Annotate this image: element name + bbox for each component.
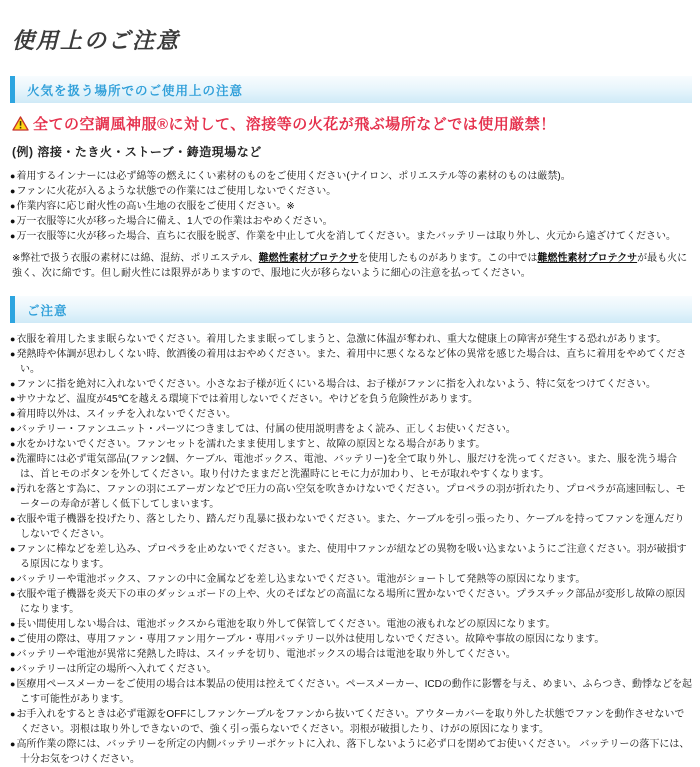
list-item: ● 高所作業の際には、バッテリーを所定の内側バッテリーポケットに入れ、落下しないように必ず口を閉めてお使いください。 バッテリーの落下には、十分お気をつけください。	[10, 737, 692, 767]
list-item: ● 着用時以外は、スイッチを入れないでください。	[10, 407, 692, 422]
section-header-fire	[10, 76, 692, 103]
list-item: ● 衣服や電子機器を投げたり、落としたり、踏んだり乱暴に扱わないでください。また、ケーブルを引っ張ったり、ケーブルを持ってファンを運んだりしないでください。	[10, 512, 692, 542]
list-item: ● 衣服や電子機器を炎天下の車のダッシュボードの上や、火のそばなどの高温になる場所に置かないでください。プラスチック部品が変形し故障の原因になります。	[10, 587, 692, 617]
fabric-material-footnote	[12, 251, 692, 281]
list-item: ● お手入れをするときは必ず電源をOFFにしファンケーブルをファンから抜いてください。アウターカバーを取り外した状態でファンを動作させないでください。羽根は取り外しできないので、強く引っ張らないでください。羽根が破損したり、けがの原因になります。	[10, 707, 692, 737]
section-header-general-label: ご注意	[27, 303, 68, 318]
list-item: ● バッテリーは所定の場所へ入れてください。	[10, 662, 692, 677]
fire-precaution-list	[10, 169, 692, 244]
fire-warning-examples: (例) 溶接・たき火・ストーブ・鋳造現場など	[12, 145, 262, 159]
page-title: 使用上のご注意	[12, 28, 181, 53]
footnote-text: ※弊社で扱う衣服の素材には綿、混紡、ポリエステル、	[12, 253, 259, 264]
list-item: ● バッテリーや電池が異常に発熱した時は、スイッチを切り、電池ボックスの場合は電池を取り外してください。	[10, 647, 692, 662]
list-item: ● ファンに火花が入るような状態での作業にはご使用しないでください。	[10, 184, 692, 199]
list-item: ● 水をかけないでください。ファンセットを濡れたまま使用しますと、故障の原因となる場合があります。	[10, 437, 692, 452]
list-item: ● サウナなど、温度が45℃を越える環境下では着用しないでください。やけどを負う危険性があります。	[10, 392, 692, 407]
list-item: ● 医療用ペースメーカーをご使用の場合は本製品の使用は控えてください。ペースメーカー、ICDの動作に影響を与え、めまい、ふらつき、動悸などを起こす可能性があります。	[10, 677, 692, 707]
general-caution-list	[10, 332, 692, 767]
list-item: ● ファンに指を絶対に入れないでください。小さなお子様が近くにいる場合は、お子様がファンに指を入れないよう、特に気をつけてください。	[10, 377, 692, 392]
fire-warning-banner	[12, 113, 692, 134]
footnote-emphasis-term: 難燃性素材プロテクサ	[537, 253, 638, 264]
list-item: ● 万一衣服等に火が移った場合に備え、1人での作業はおやめください。	[10, 214, 692, 229]
list-item: ● 長い間使用しない場合は、電池ボックスから電池を取り外して保管してください。電池の液もれなどの原因になります。	[10, 617, 692, 632]
list-item: ● 洗濯時には必ず電気部品(ファン2個、ケーブル、電池ボックス、電池、バッテリー)を全て取り外し、服だけを洗ってください。また、服を洗う場合は、首ヒモのボタンを外してください。取り付けたままだと洗濯時にヒモに力が加わり、ヒモが取れやすくなります。	[10, 452, 692, 482]
section-general-cautions	[10, 296, 692, 767]
list-item: ● ご使用の際は、専用ファン・専用ファン用ケーブル・専用バッテリー以外は使用しないでください。故障や事故の原因になります。	[10, 632, 692, 647]
list-item: ● 作業内容に応じ耐火性の高い生地の衣服をご使用ください。※	[10, 199, 692, 214]
list-item: ● 汚れを落とす為に、ファンの羽にエアーガンなどで圧力の高い空気を吹きかけないでください。プロペラの羽が折れたり、プロペラが高速回転し、モーターの寿命が著しく低下してしまいます。	[10, 482, 692, 512]
list-item: ● 着用するインナーには必ず綿等の燃えにくい素材のものをご使用ください(ナイロン、ポリエステル等の素材のものは厳禁)。	[10, 169, 692, 184]
warning-triangle-icon	[12, 116, 29, 131]
fire-warning-text: 全ての空調風神服®に対して、溶接等の火花が飛ぶ場所などでは使用厳禁！	[33, 116, 556, 133]
list-item: ● バッテリーや電池ボックス、ファンの中に金属などを差し込まないでください。電池がショートして発熱等の原因になります。	[10, 572, 692, 587]
footnote-emphasis-term: 難燃性素材プロテクサ	[258, 253, 359, 264]
list-item: ● 発熱時や体調が思わしくない時、飲酒後の着用はおやめください。また、着用中に悪くなるなど体の異常を感じた場合は、直ちに着用をやめてください。	[10, 347, 692, 377]
list-item: ● 万一衣服等に火が移った場合、直ちに衣服を脱ぎ、作業を中止して火を消してください。またバッテリーは取り外し、火元から遠ざけてください。	[10, 229, 692, 244]
footnote-text: を使用したものがあります。この中では	[358, 253, 538, 264]
list-item: ● ファンに棒などを差し込み、プロペラを止めないでください。また、使用中ファンが紐などの異物を吸い込まないようにご注意ください。羽が破損する原因になります。	[10, 542, 692, 572]
section-header-fire-label: 火気を扱う場所でのご使用上の注意	[27, 83, 244, 98]
section-header-general	[10, 296, 692, 323]
list-item: ● 衣服を着用したまま眠らないでください。着用したまま眠ってしまうと、急激に体温が奪われ、重大な健康上の障害が発生する恐れがあります。	[10, 332, 692, 347]
list-item: ● バッテリー・ファンユニット・パーツにつきましては、付属の使用説明書をよく読み、正しくお使いください。	[10, 422, 692, 437]
section-fire-precautions	[10, 76, 692, 281]
footnote-text: が最も火に強く、次に綿です。但し耐火性には限界がありますので、服地に火が移らないように細心の注意を払ってください。	[12, 253, 688, 279]
